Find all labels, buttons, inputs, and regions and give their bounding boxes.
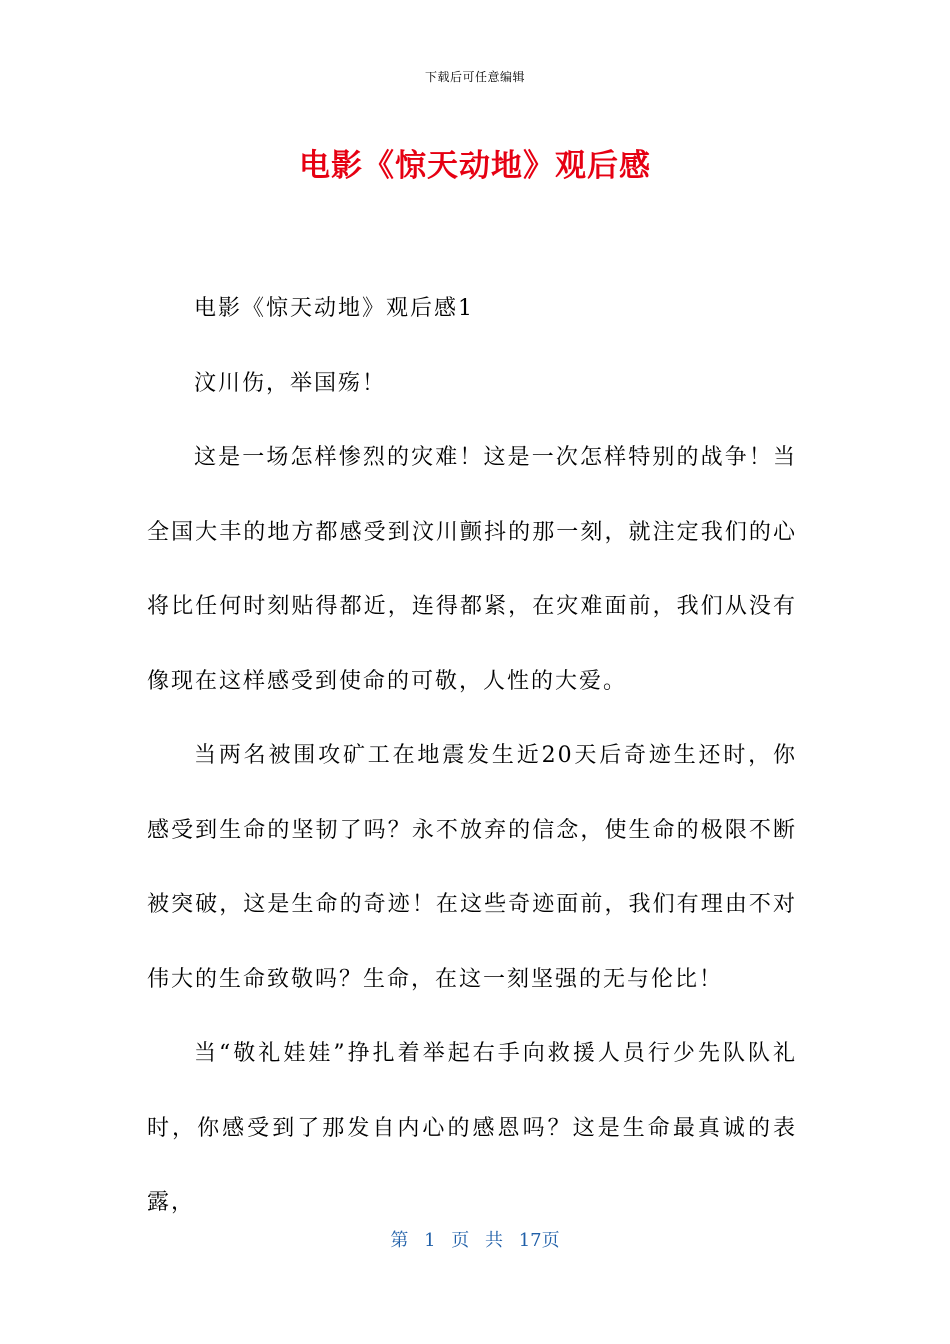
footer-page-word: 页	[451, 1230, 470, 1251]
header-note: 下载后可任意编辑	[424, 70, 525, 84]
paragraph-1: 汶川伤，举国殇！	[194, 370, 387, 396]
document-body	[147, 272, 797, 1241]
footer-current-page: 1	[424, 1230, 436, 1251]
paragraph-heading: 电影《惊天动地》观后感1	[194, 296, 474, 321]
footer-total-label: 共	[485, 1230, 503, 1251]
paragraph-3: 当两名被围攻矿工在地震发生近20天后奇迹生还时，你感受到生命的坚韧了吗？永不放弃的信念，使生命的极限不断被突破，这是生命的奇迹！在这些奇迹面前，我们有理由不对伟大的生命致敬吗？生命，在这一刻坚强的无与伦比！	[147, 743, 797, 992]
paragraph-2: 这是一场怎样惨烈的灾难！这是一次怎样特别的战争！当全国大丰的地方都感受到汶川颤抖的那一刻，就注定我们的心将比任何时刻贴得都近，连得都紧，在灾难面前，我们从没有像现在这样感受到使命的可敬，人性的大爱。	[147, 445, 797, 694]
page-footer	[0, 1226, 950, 1252]
document-title: 电影《惊天动地》观后感	[299, 148, 651, 184]
paragraph-4: 当“敬礼娃娃”挣扎着举起右手向救援人员行少先队队礼时，你感受到了那发自内心的感恩吗？这是生命最真诚的表露，	[147, 1041, 797, 1215]
footer-total-pages: 17页	[518, 1230, 560, 1251]
footer-page-label: 第	[390, 1230, 409, 1251]
